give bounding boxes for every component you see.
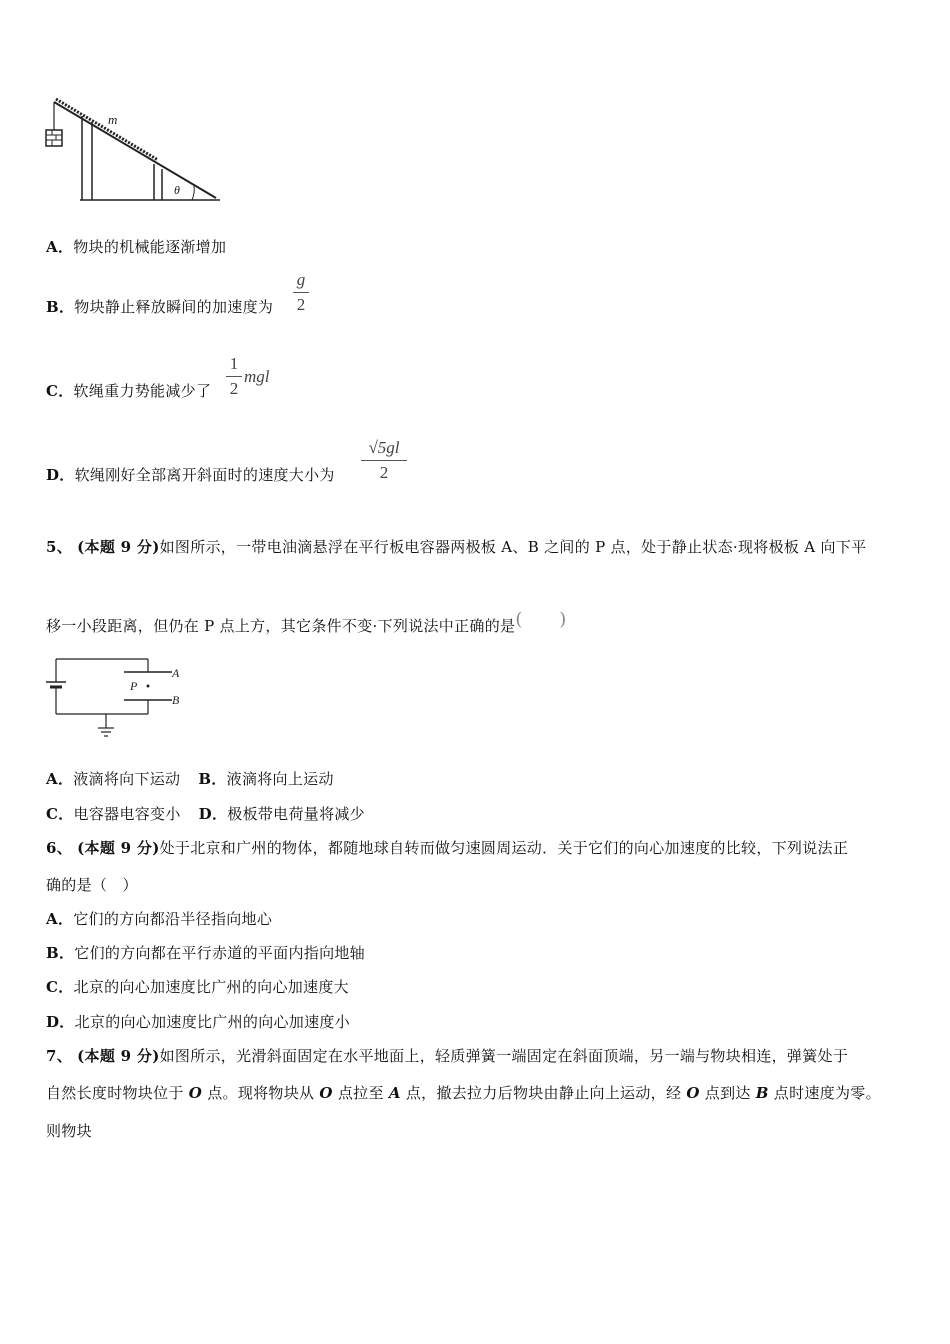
point-p-label: P [130,679,138,693]
q4-option-c-tail: mgl [244,367,270,386]
q4-option-c: C．软绳重力势能减少了 [46,382,212,400]
q7-stem-line2: 自然长度时物块位于 O 点。现将物块从 O 点拉至 A 点，撤去拉力后物块由静止向上运动，经 O 点到达 B 点时速度为零。 [46,1084,881,1102]
q5-options-row2: C．电容器电容变小 D．极板带电荷量将减少 [46,805,365,823]
q6-stem-line1: 6、 (本题 9 分)处于北京和广州的物体，都随地球自转而做匀速圆周运动．关于它们的向心加速度的比较，下列说法正 [46,839,849,857]
q6-option-a: A．它们的方向都沿半径指向地心 [46,910,273,928]
q6-stem-line2: 确的是（ ） [46,876,138,894]
q5-stem-line2: 移一小段距离，但仍在 P 点上方，其它条件不变·下列说法中正确的是( ) [46,609,567,635]
angle-label: θ [174,183,180,197]
q6-option-b: B．它们的方向都在平行赤道的平面内指向地轴 [46,944,365,962]
q4-option-d-fraction: √5gl 2 [361,438,407,483]
q5-stem-line1: 5、 (本题 9 分)如图所示，一带电油滴悬浮在平行板电容器两极板 A、B 之间的 P 点，处于静止状态·现将极板 A 向下平 [46,538,867,556]
q4-option-a: A．物块的机械能逐渐增加 [46,238,227,256]
capacitor-figure [44,656,194,742]
q6-option-c: C．北京的向心加速度比广州的向心加速度大 [46,978,349,996]
plate-a-label: A [172,666,180,680]
q6-option-d: D．北京的向心加速度比广州的向心加速度小 [46,1013,351,1031]
incline-figure [44,96,226,204]
q5-options-row1: A．液滴将向下运动 B．液滴将向上运动 [46,770,334,788]
q4-option-b-fraction: g 2 [293,270,309,315]
q7-stem-line1: 7、 (本题 9 分)如图所示，光滑斜面固定在水平地面上，轻质弹簧一端固定在斜面顶端，另一端与物块相连，弹簧处于 [46,1047,849,1065]
q4-option-d: D．软绳刚好全部离开斜面时的速度大小为 [46,466,335,484]
q7-stem-line3: 则物块 [46,1122,92,1140]
q4-option-c-fraction: 1 2 [226,354,242,399]
answer-paren: ( ) [515,609,567,630]
mass-label: m [108,112,118,127]
plate-b-label: B [172,693,180,707]
q4-option-b: B．物块静止释放瞬间的加速度为 [46,298,274,316]
